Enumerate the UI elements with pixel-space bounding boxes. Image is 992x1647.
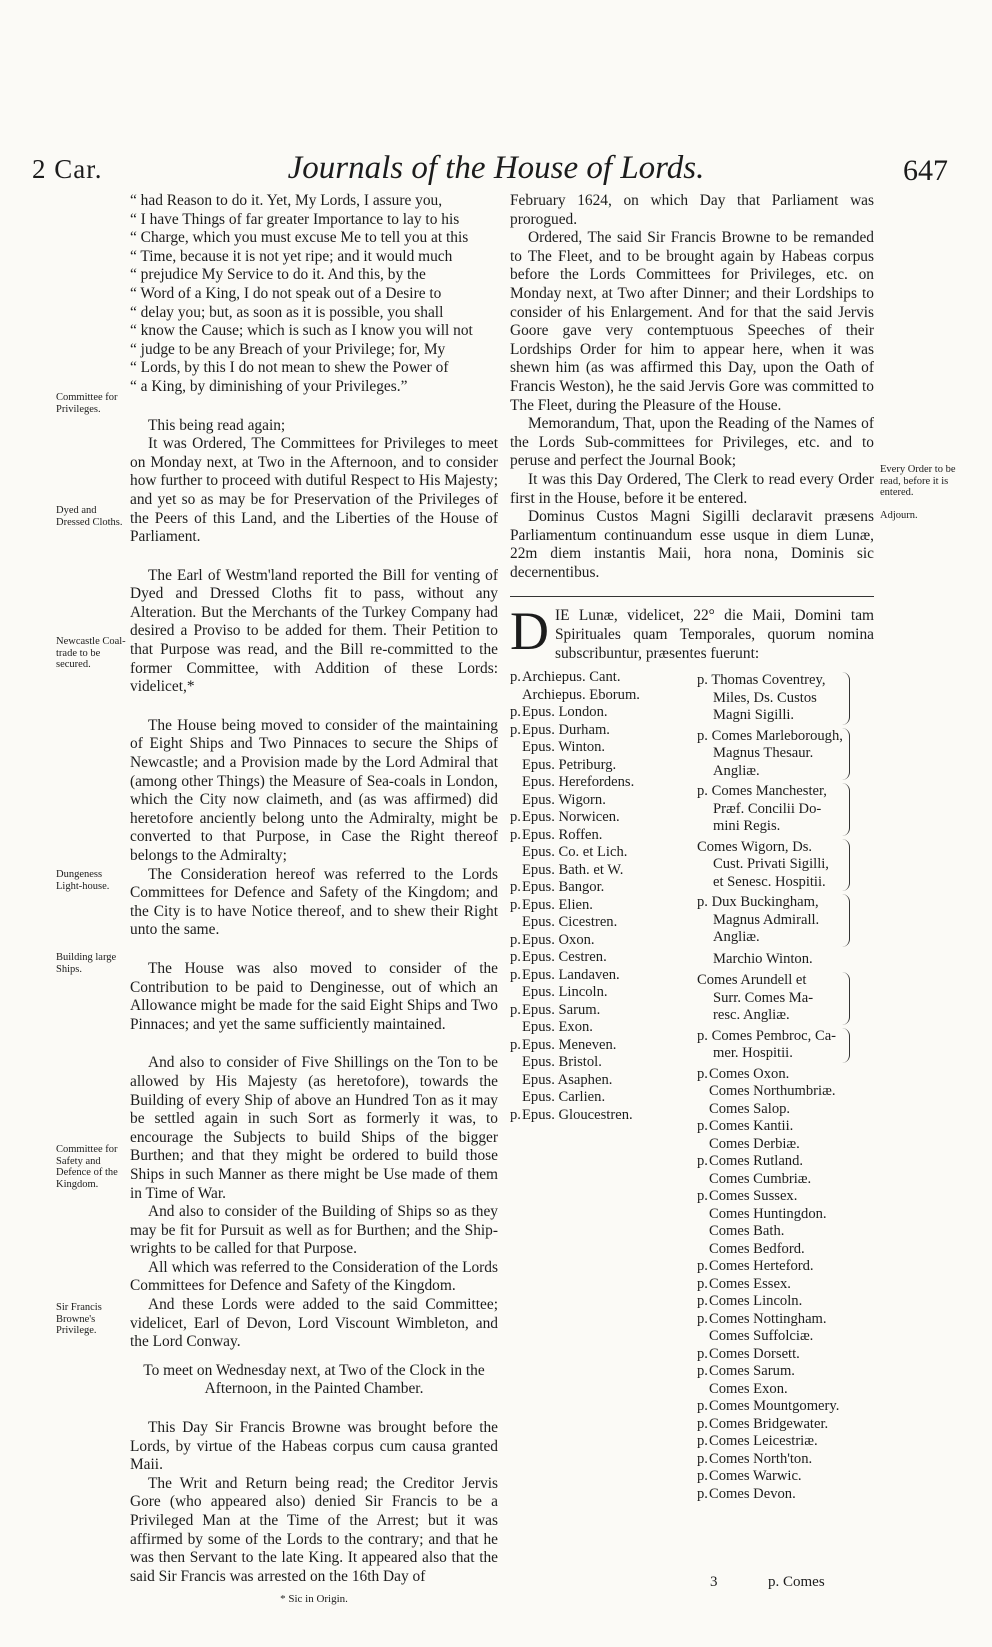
bracketed-entry xyxy=(697,972,850,1025)
spiritual-lords-list xyxy=(510,669,687,1503)
signature-mark: 3 xyxy=(710,1574,718,1590)
paragraph: It was Ordered, The Committees for Privileges to meet on Monday next, at Two in the Afternoon, and to consider how further to proceed with dutiful Respect to His Majesty; and yet so as may be for Preservation of the Privileges of the Peers of this Land, and the Liberties of the House of Parliament. xyxy=(130,435,499,546)
lord-name xyxy=(697,1311,874,1329)
quote-line: “ know the Cause; which is such as I know you will not xyxy=(130,322,473,340)
lord-name-text: Epus. Gloucestren. xyxy=(522,1106,633,1123)
present-mark: p. xyxy=(697,1258,708,1275)
quote-line: “ Word of a King, I do not speak out of a Desire to xyxy=(130,284,442,302)
present-mark: p. xyxy=(697,1188,708,1205)
present-mark: p. xyxy=(510,1036,521,1053)
lord-name xyxy=(510,687,687,705)
present-mark: p. xyxy=(510,949,521,966)
bracketed-entry xyxy=(697,783,850,836)
present-mark: p. xyxy=(697,1485,708,1502)
paragraph: This being read again; xyxy=(148,416,286,434)
lord-name xyxy=(697,1468,874,1486)
lord-name xyxy=(697,1258,874,1276)
paragraph: It was this Day Ordered, The Clerk to read every Order first in the House, before it be entered. xyxy=(510,470,874,507)
lord-name-text: Epus. Roffen. xyxy=(522,826,603,843)
lord-name: Comes Arundell et xyxy=(697,972,807,989)
quote-line: “ I have Things of far greater Importance to lay to his xyxy=(130,210,460,228)
margin-note: Newcastle Coal-trade to be secured. xyxy=(56,636,126,670)
bracketed-entry xyxy=(697,839,850,892)
temporal-lords-list xyxy=(697,669,874,1503)
present-mark: p. xyxy=(510,721,521,738)
lord-title: Angliæ. xyxy=(713,762,760,779)
lord-name xyxy=(697,1433,874,1451)
lord-name-text: Comes Salop. xyxy=(709,1100,791,1117)
lord-name xyxy=(510,914,687,932)
quote-line: “ Charge, which you must excuse Me to tell you at this xyxy=(130,229,469,247)
lord-name-text: Comes Nottingham. xyxy=(709,1310,827,1327)
lord-title: mini Regis. xyxy=(713,818,781,835)
lord-name-text: Comes Essex. xyxy=(709,1275,791,1292)
footnote: * Sic in Origin. xyxy=(280,1593,348,1606)
lord-name-text: Epus. Petriburg. xyxy=(522,756,617,773)
lord-name xyxy=(510,844,687,862)
catchword: p. Comes xyxy=(768,1574,825,1590)
present-mark: p. xyxy=(697,1468,708,1485)
lord-name xyxy=(697,1118,874,1136)
lord-name xyxy=(697,1188,874,1206)
lord-name xyxy=(697,1206,874,1224)
lord-name xyxy=(697,1381,874,1399)
paragraph: The House was also moved to consider of the Contribution to be paid to Denginesse, out of which an Allowance might be made for the said Eight Ships and Two Pinnaces; and yet the same sufficiently maintained. xyxy=(130,959,498,1033)
present-mark: p. xyxy=(510,879,521,896)
lord-name-text: Comes Devon. xyxy=(709,1485,796,1502)
lord-title: et Senesc. Hospitii. xyxy=(713,873,826,890)
lord-name: p. Dux Buckingham, xyxy=(697,894,819,911)
paragraph: And also to consider of the Building of Ships so as they may be fit for Pursuit as well as for Burthen; and the Ship-wrights to be called for that Purpose. xyxy=(130,1203,498,1258)
lord-title: Magnus Admirall. xyxy=(713,911,820,928)
lord-name-text: Archiepus. Eborum. xyxy=(522,686,640,703)
present-mark: p. xyxy=(697,1433,708,1450)
margin-note: Adjourn. xyxy=(880,510,918,521)
present-mark: p. xyxy=(697,1345,708,1362)
present-mark: p. xyxy=(510,1106,521,1123)
lord-name-text: Epus. Wigorn. xyxy=(522,791,606,808)
lord-name-text: Epus. Sarum. xyxy=(522,1001,601,1018)
present-mark: p. xyxy=(697,1065,708,1082)
present-mark: p. xyxy=(510,1001,521,1018)
present-mark: p. xyxy=(510,966,521,983)
lord-name-text: Comes Derbiæ. xyxy=(709,1135,800,1152)
paragraph: The Consideration hereof was referred to the Lords Committees for Defence and Safety of the Kingdom; and the City is to have Notice thereof, and to shew their Right unto the same. xyxy=(130,865,498,939)
lord-name xyxy=(510,967,687,985)
present-mark: p. xyxy=(697,1118,708,1135)
margin-note: Committee for Safety and Defence of the Kingdom. xyxy=(56,1144,118,1190)
lord-title: Cust. Privati Sigilli, xyxy=(713,856,829,873)
lord-name xyxy=(697,1101,874,1119)
margin-note: Committee for Privileges. xyxy=(56,392,118,415)
lord-title: Surr. Comes Ma- xyxy=(713,989,814,1006)
lord-name-text: Comes Oxon. xyxy=(709,1065,790,1082)
lord-name xyxy=(697,1293,874,1311)
lord-name-text: Comes Herteford. xyxy=(709,1258,814,1275)
lord-name-text: Epus. Winton. xyxy=(522,739,606,756)
present-mark: p. xyxy=(697,1398,708,1415)
present-mark: p. xyxy=(697,1293,708,1310)
margin-note: Sir Francis Browne's Privilege. xyxy=(56,1302,102,1336)
lord-name xyxy=(697,1276,874,1294)
lord-name-text: Comes Bath. xyxy=(709,1223,785,1240)
lord-name xyxy=(510,669,687,687)
quote-line: “ Lords, by this I do not mean to shew the Power of xyxy=(130,359,449,377)
lord-name xyxy=(697,1241,874,1259)
margin-note: Dyed and Dressed Cloths. xyxy=(56,505,123,528)
quote-line: “ delay you; but, as soon as it is possible, you shall xyxy=(130,303,444,321)
lord-name-text: Epus. Co. et Lich. xyxy=(522,844,628,861)
lord-name xyxy=(510,897,687,915)
lord-name-text: Epus. Cicestren. xyxy=(522,914,618,931)
lord-name-text: Epus. Carlien. xyxy=(522,1089,606,1106)
drop-cap: D xyxy=(510,601,549,662)
lord-name xyxy=(510,1107,687,1125)
lord-name xyxy=(510,757,687,775)
present-mark: p. xyxy=(510,669,521,686)
present-mark: p. xyxy=(697,1363,708,1380)
lord-name xyxy=(510,1019,687,1037)
lord-name-text: Archiepus. Cant. xyxy=(522,669,621,686)
lord-name-text: Epus. London. xyxy=(522,704,608,721)
lord-name-text: Comes Lincoln. xyxy=(709,1293,803,1310)
lord-name xyxy=(697,1328,874,1346)
lord-name xyxy=(697,1223,874,1241)
present-mark: p. xyxy=(697,1275,708,1292)
lord-name-text: Comes Sarum. xyxy=(709,1363,795,1380)
lord-name-text: Comes Sussex. xyxy=(709,1188,798,1205)
lord-name xyxy=(510,722,687,740)
lord-title: resc. Angliæ. xyxy=(713,1007,790,1024)
lord-title: Præf. Concilii Do- xyxy=(713,800,822,817)
lord-name-text: Epus. Herefordens. xyxy=(522,774,635,791)
paragraph: All which was referred to the Consideration of the Lords Committees for Defence and Safety of the Kingdom. xyxy=(130,1258,498,1295)
lord-name-text: Epus. Durham. xyxy=(522,721,610,738)
lord-name xyxy=(697,1083,874,1101)
attendance-list xyxy=(510,669,874,1503)
section-rule xyxy=(510,596,874,597)
paragraph: The Earl of Westm'land reported the Bill for venting of Dyed and Dressed Cloths fit to pass, without any Alteration. But the Merchants of the Turkey Company had desired a Proviso to be added for them. Their Petition to that Purpose was read, and the Bill re-committed to the former Committee, with Addition of these Lords: videlicet,* xyxy=(130,566,498,696)
lord-name-text: Comes Huntingdon. xyxy=(709,1205,827,1222)
lord-name: Marchio Winton. xyxy=(713,950,813,967)
lord-name-text: Epus. Bangor. xyxy=(522,879,605,896)
lord-name-text: Epus. Cestren. xyxy=(522,949,607,966)
lord-name xyxy=(510,739,687,757)
bracketed-entry xyxy=(697,1028,850,1063)
lord-name-text: Epus. Lincoln. xyxy=(522,984,608,1001)
lord-name-text: Epus. Oxon. xyxy=(522,931,595,948)
lord-name xyxy=(510,827,687,845)
lord-name xyxy=(697,1171,874,1189)
lord-name-text: Comes Cumbriæ. xyxy=(709,1170,812,1187)
lord-name-text: Comes Mountgomery. xyxy=(709,1398,840,1415)
lord-name-text: Epus. Asaphen. xyxy=(522,1071,613,1088)
lord-name xyxy=(697,1363,874,1381)
margin-note: Every Order to be read, before it is entered. xyxy=(880,464,956,498)
lord-name xyxy=(697,1486,874,1504)
quote-line: “ judge to be any Breach of your Privilege; for, My xyxy=(130,340,446,358)
present-mark: p. xyxy=(697,1153,708,1170)
lord-title: Magni Sigilli. xyxy=(713,707,795,724)
lord-title: mer. Hospitii. xyxy=(713,1045,793,1062)
quote-line: “ prejudice My Service to do it. And this, by the xyxy=(130,266,426,284)
lord-name xyxy=(510,862,687,880)
lord-name-text: Comes Dorsett. xyxy=(709,1345,800,1362)
lord-name xyxy=(510,1002,687,1020)
lord-name xyxy=(510,1037,687,1055)
lord-name-text: Comes Suffolciæ. xyxy=(709,1328,814,1345)
paragraph: To meet on Wednesday next, at Two of the Clock in the Afternoon, in the Painted Chamber. xyxy=(143,1361,485,1398)
paragraph: And these Lords were added to the said Committee; videlicet, Earl of Devon, Lord Viscount Wimbleton, and the Lord Conway. xyxy=(130,1296,498,1351)
right-column xyxy=(510,192,874,1503)
paragraph: Dominus Custos Magni Sigilli declaravit præsens Parliamentum continuandum esse usque in diem Lunæ, 22m diem instantis Maii, hora nona, Dominis sic decernentibus. xyxy=(510,508,874,581)
lord-name xyxy=(510,932,687,950)
present-mark: p. xyxy=(510,896,521,913)
lord-name: p. Comes Manchester, xyxy=(697,783,827,800)
present-mark: p. xyxy=(510,931,521,948)
lord-name xyxy=(510,1072,687,1090)
lord-name-text: Epus. Elien. xyxy=(522,896,593,913)
lord-name-text: Comes Rutland. xyxy=(709,1153,804,1170)
lord-name: p. Comes Marleborough, xyxy=(697,727,843,744)
bracketed-entry xyxy=(697,894,850,947)
bracketed-entry xyxy=(697,728,850,781)
present-mark: p. xyxy=(510,826,521,843)
lord-name xyxy=(510,792,687,810)
margin-note: Building large Ships. xyxy=(56,952,117,975)
lord-name xyxy=(510,704,687,722)
lord-name-text: Comes Bridgewater. xyxy=(709,1415,829,1432)
paragraph: The House being moved to consider of the maintaining of Eight Ships and Two Pinnaces to secure the Ships of Newcastle; and a Provision made by the Lord Admiral that (among other Things) the Measure of Sea-coals in London, which the City now claimeth, and (as was affirmed) did heretofore anciently belong unto the Admiralty, might be converted to that Purpose, in Case the Right thereof belongs to the Admiralty; xyxy=(130,716,498,864)
lord-name-text: Epus. Meneven. xyxy=(522,1036,617,1053)
lord-name xyxy=(510,809,687,827)
lord-name xyxy=(510,949,687,967)
lord-name xyxy=(697,1451,874,1469)
paragraph: The Writ and Return being read; the Creditor Jervis Gore (who appeared also) denied Sir Francis to be a Privileged Man at the Time of the Arrest; but it was affirmed by some of the Lords to the contrary; and that he was then Servant to the late King. It appeared also that the said Sir Francis was arrested on the 16th Day of xyxy=(130,1474,498,1585)
present-mark: p. xyxy=(510,809,521,826)
lord-name-text: Comes Kantii. xyxy=(709,1118,794,1135)
lord-name: p. Thomas Coventrey, xyxy=(697,672,826,689)
lord-name-text: Epus. Bath. et W. xyxy=(522,861,624,878)
lord-name-text: Epus. Landaven. xyxy=(522,966,620,983)
lord-name-text: Comes Northumbriæ. xyxy=(709,1083,836,1100)
lord-title: Angliæ. xyxy=(713,929,760,946)
lord-name: Comes Wigorn, Ds. xyxy=(697,838,813,855)
lord-title: Magnus Thesaur. xyxy=(713,745,814,762)
quote-line: “ a King, by diminishing of your Privileges.” xyxy=(130,377,408,395)
quote-line: “ had Reason to do it. Yet, My Lords, I assure you, xyxy=(130,192,443,209)
lord-name xyxy=(697,1416,874,1434)
present-mark: p. xyxy=(697,1450,708,1467)
page-title: Journals of the House of Lords. xyxy=(287,150,705,186)
lord-name-text: Comes Exon. xyxy=(709,1380,788,1397)
present-mark: p. xyxy=(697,1310,708,1327)
bracketed-entry xyxy=(697,672,850,725)
lord-name xyxy=(697,1346,874,1364)
quote-line: “ Time, because it is not yet ripe; and it would much xyxy=(130,247,453,265)
paragraph: Ordered, The said Sir Francis Browne to be remanded to The Fleet, and to be brought again by Habeas corpus before the Lords Committees for Privileges, etc. on Monday next, at Two after Dinner; and their Lordships to consider of his Enlargement. And for that the said Jervis Goore gave very contemptuous Speeches of their Lordships Order for him to appear here, when it was shewn him (as was affirmed this Day, upon the Oath of Francis Weston), he the said Jervis Gore was committed to The Fleet, during the Pleasure of the House. xyxy=(510,229,874,414)
paragraph: And also to consider of Five Shillings on the Ton to be allowed by His Majesty (as heretofore), towards the Building of every Ship of above an Hundred Ton as it may be settled again in such Sort as formerly it was, to encourage the Subjects to build Ships of the bigger Burthen; and that they might be ordered to build those Ships in such Manner as there might be Use made of them in Time of War. xyxy=(130,1054,498,1202)
left-column xyxy=(130,192,498,1609)
lord-name xyxy=(697,1398,874,1416)
lord-name-text: Epus. Bristol. xyxy=(522,1054,602,1071)
lord-name-text: Comes Bedford. xyxy=(709,1240,805,1257)
paragraph: February 1624, on which Day that Parliament was prorogued. xyxy=(510,192,874,228)
lord-name-text: Comes Warwic. xyxy=(709,1468,802,1485)
margin-note: Dungeness Light-house. xyxy=(56,869,110,892)
attendance-heading: DIE Lunæ, videlicet, 22° die Maii, Domini tam Spirituales quam Temporales, quorum nomina subscribuntur, præsentes fuerunt: xyxy=(510,601,874,662)
lord-name-text: Comes Leicestriæ. xyxy=(709,1433,818,1450)
paragraph: This Day Sir Francis Browne was brought before the Lords, by virtue of the Habeas corpus cum causa granted Maii. xyxy=(130,1419,498,1474)
lord-name-text: Epus. Norwicen. xyxy=(522,809,620,826)
paragraph: Memorandum, That, upon the Reading of the Names of the Lords Sub-committees for Privileges, etc. and to peruse and perfect the Journal Book; xyxy=(510,415,874,470)
lord-name xyxy=(510,1089,687,1107)
lord-name xyxy=(510,1054,687,1072)
present-mark: p. xyxy=(697,1415,708,1432)
lord-name xyxy=(697,1136,874,1154)
lord-name xyxy=(510,984,687,1002)
running-head-left: 2 Car. xyxy=(32,154,103,184)
lord-name xyxy=(510,879,687,897)
king-speech-quote xyxy=(130,192,498,397)
lord-name: p. Comes Pembroc, Ca- xyxy=(697,1027,837,1044)
lord-name-text: Epus. Exon. xyxy=(522,1019,593,1036)
lord-name xyxy=(697,1153,874,1171)
lord-name xyxy=(510,774,687,792)
lord-name xyxy=(697,1066,874,1084)
lord-name-text: Comes North'ton. xyxy=(709,1450,813,1467)
page-number: 647 xyxy=(903,154,948,187)
present-mark: p. xyxy=(510,704,521,721)
lord-title: Miles, Ds. Custos xyxy=(713,689,817,706)
